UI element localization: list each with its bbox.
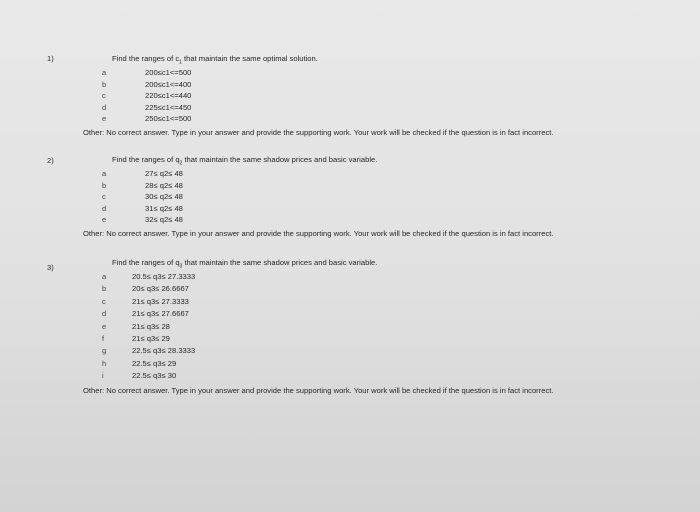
question-title-rest: that maintain the same shadow prices and basic variable. (182, 258, 378, 267)
option-text[interactable]: 21≤ q3≤ 28 (132, 321, 170, 331)
option-letter[interactable]: a (102, 272, 107, 281)
option-letter[interactable]: e (102, 321, 107, 331)
option-text[interactable]: 30≤ q2≤ 48 (145, 192, 183, 202)
option-text[interactable]: 250≤c1<=500 (145, 114, 192, 124)
question-title (112, 155, 377, 167)
option-letter[interactable]: a (102, 68, 107, 77)
option-text[interactable]: 21≤ q3≤ 27.6667 (132, 309, 189, 319)
option-text[interactable]: 22.5≤ q3≤ 29 (132, 358, 177, 368)
question-title (112, 258, 377, 270)
question-title-subscript: 2 (179, 160, 183, 167)
question-title-rest: that maintain the same optimal solution. (181, 54, 318, 63)
question-title-text: Find the ranges of c (112, 54, 180, 63)
option-letter[interactable]: c (102, 91, 106, 101)
option-letter[interactable]: c (102, 192, 106, 202)
option-text[interactable]: 20.5≤ q3≤ 27.3333 (132, 272, 196, 281)
option-letter[interactable]: d (102, 203, 107, 213)
option-text[interactable]: 27≤ q2≤ 48 (145, 169, 183, 178)
option-letter[interactable]: e (102, 114, 107, 124)
question-title-subscript: 1 (179, 59, 182, 66)
option-letter[interactable]: i (102, 371, 104, 381)
question-number: 2) (47, 156, 54, 165)
option-text[interactable]: 21≤ q3≤ 29 (132, 334, 170, 343)
option-letter[interactable]: b (102, 79, 107, 89)
option-text[interactable]: 200≤c1<=500 (145, 68, 192, 77)
option-text[interactable]: 21≤ q3≤ 27.3333 (132, 296, 189, 306)
question-title-rest: that maintain the same shadow prices and basic variable. (182, 155, 378, 164)
option-text[interactable]: 31≤ q2≤ 48 (145, 203, 183, 213)
option-letter[interactable]: b (102, 284, 107, 294)
option-text[interactable]: 32≤ q2≤ 48 (145, 215, 183, 225)
option-letter[interactable]: d (102, 309, 107, 319)
option-letter[interactable]: d (102, 102, 107, 112)
option-text[interactable]: 22.5≤ q3≤ 28.3333 (132, 346, 196, 356)
option-letter[interactable]: b (102, 180, 107, 190)
option-text[interactable]: 20≤ q3≤ 26.6667 (132, 284, 189, 294)
option-text[interactable]: 225≤c1<=450 (145, 102, 192, 112)
question-title-text: Find the ranges of q (112, 258, 180, 267)
option-text[interactable]: 28≤ q2≤ 48 (145, 180, 183, 190)
option-text[interactable]: 220≤c1<=440 (145, 91, 192, 101)
question-title (112, 54, 318, 66)
option-letter[interactable]: h (102, 358, 107, 368)
other-answer[interactable]: Other: No correct answer. Type in your answer and provide the supporting work. Your work will be checked if the question is in fact incorrect. (83, 229, 554, 238)
option-letter[interactable]: a (102, 169, 107, 178)
other-answer[interactable]: Other: No correct answer. Type in your answer and provide the supporting work. Your work will be checked if the question is in fact incorrect. (83, 386, 554, 395)
option-text[interactable]: 200≤c1<=400 (145, 79, 192, 89)
question-number: 3) (47, 263, 54, 272)
question-title-text: Find the ranges of q (112, 155, 180, 164)
other-answer[interactable]: Other: No correct answer. Type in your answer and provide the supporting work. Your work will be checked if the question is in fact incorrect. (83, 128, 554, 137)
option-letter[interactable]: e (102, 215, 107, 225)
option-text[interactable]: 22.5≤ q3≤ 30 (132, 371, 177, 381)
option-letter[interactable]: f (102, 334, 105, 343)
question-title-subscript: 3 (179, 263, 183, 270)
question-number: 1) (47, 54, 54, 63)
option-letter[interactable]: c (102, 296, 106, 306)
option-letter[interactable]: g (102, 346, 107, 356)
